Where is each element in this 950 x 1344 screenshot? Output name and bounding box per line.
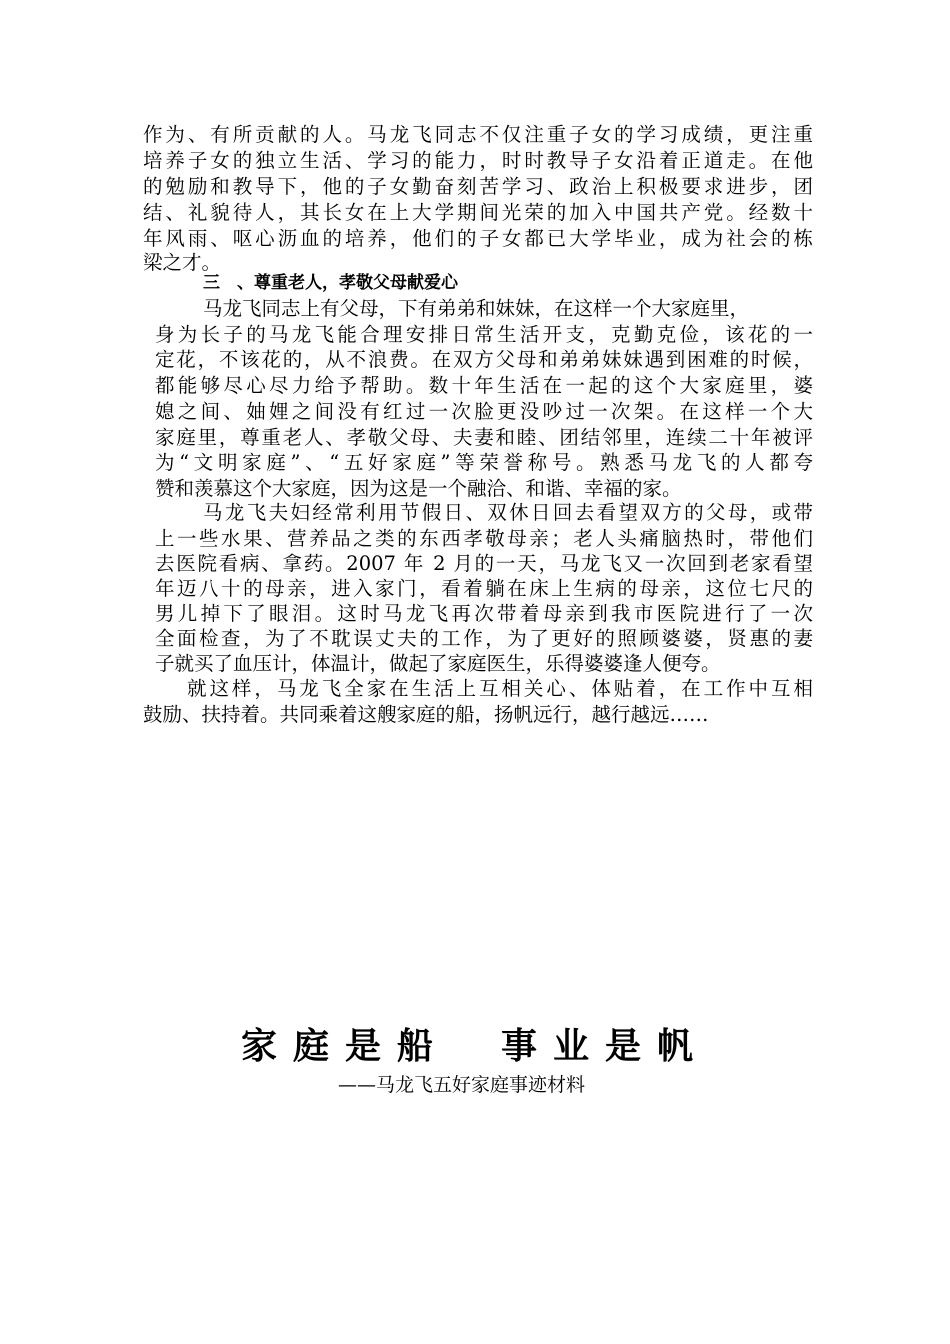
text-line: 媳之间、妯娌之间没有红过一次脸更没吵过一次架。在这样一个大	[155, 400, 813, 423]
text-line: 为“文明家庭”、“五好家庭”等荣誉称号。熟悉马龙飞的人都夸	[155, 451, 813, 474]
text-line: 身为长子的马龙飞能合理安排日常生活开支，克勤克俭，该花的一	[155, 323, 813, 346]
text-line: 家庭里，尊重老人、孝敬父母、夫妻和睦、团结邻里，连续二十年被评	[155, 426, 813, 449]
document-subtitle: ——马龙飞五好家庭事迹材料	[338, 1074, 586, 1096]
text-line: 年迈八十的母亲，进入家门，看着躺在床上生病的母亲，这位七尺的	[155, 577, 813, 600]
text-line: 去医院看病、拿药。2007 年 2 月的一天，马龙飞又一次回到老家看望	[155, 552, 813, 575]
text-line: 定花，不该花的，从不浪费。在双方父母和弟弟妹妹遇到困难的时候，	[155, 348, 813, 371]
text-line: 就这样，马龙飞全家在生活上互相关心、体贴着，在工作中互相	[187, 677, 813, 700]
text-line: 子就买了血压计，体温计，做起了家庭医生，乐得婆婆逢人便夸。	[155, 652, 721, 675]
text-line: 都能够尽心尽力给予帮助。数十年生活在一起的这个大家庭里，婆	[155, 374, 813, 397]
text-line: 马龙飞同志上有父母，下有弟弟和妹妹，在这样一个大家庭里，	[203, 297, 750, 320]
text-line: 年风雨、呕心沥血的培养，他们的子女都已大学毕业，成为社会的栋	[143, 227, 813, 250]
text-line: 梁之才。	[143, 251, 222, 274]
text-line: 的勉励和教导下，他的子女勤奋刻苦学习、政治上积极要求进步，团	[143, 175, 813, 198]
text-line: 培养子女的独立生活、学习的能力，时时教导子女沿着正道走。在他	[143, 149, 813, 172]
text-line: 上一些水果、营养品之类的东西孝敬母亲；老人头痛脑热时，带他们	[155, 527, 813, 550]
section-heading: 三 、尊重老人，孝敬父母献爱心	[203, 273, 458, 293]
text-line: 结、礼貌待人，其长女在上大学期间光荣的加入中国共产党。经数十	[143, 201, 813, 224]
text-line: 男儿掉下了眼泪。这时马龙飞再次带着母亲到我市医院进行了一次	[155, 602, 813, 625]
text-line: 全面检查，为了不耽误丈夫的工作，为了更好的照顾婆婆，贤惠的妻	[155, 627, 813, 650]
document-title: 家庭是船 事业是帆	[240, 1026, 709, 1067]
text-line: 作为、有所贡献的人。马龙飞同志不仅注重子女的学习成绩，更注重	[143, 123, 813, 146]
text-line: 马龙飞夫妇经常利用节假日、双休日回去看望双方的父母，或带	[203, 501, 813, 524]
text-line: 赞和羡慕这个大家庭，因为这是一个融洽、和谐、幸福的家。	[155, 477, 682, 500]
text-line: 鼓励、扶持着。共同乘着这艘家庭的船，扬帆远行，越行越远……	[143, 703, 709, 726]
